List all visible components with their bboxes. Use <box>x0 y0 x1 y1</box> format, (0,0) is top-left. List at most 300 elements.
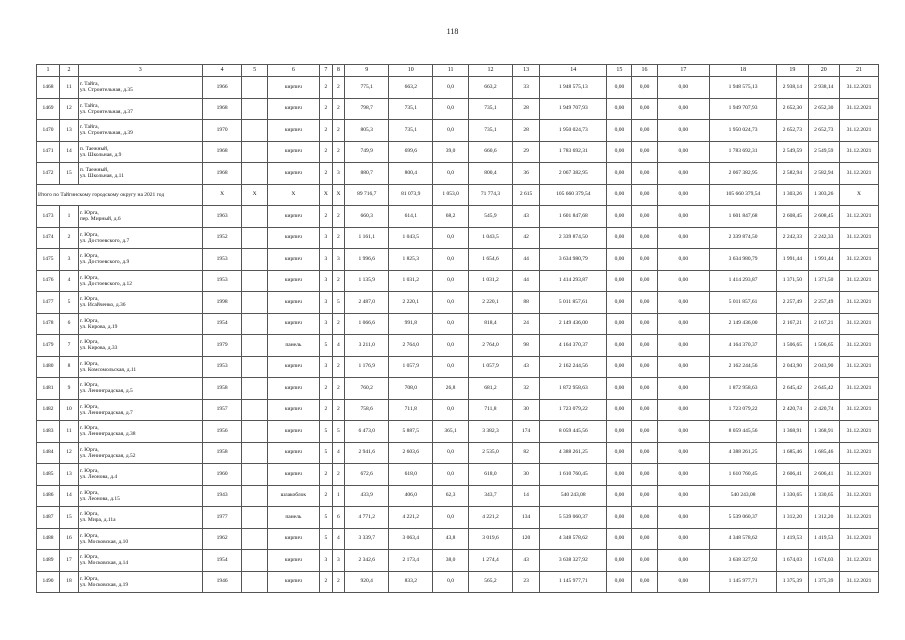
completion-date: 31.12.2021 <box>840 120 879 142</box>
cost-owners: 3 634 980,79 <box>710 249 777 271</box>
cost-regional: 0,00 <box>632 120 657 142</box>
entrances: 2 <box>332 141 345 163</box>
completion-date: 31.12.2021 <box>840 77 879 99</box>
residents: 44 <box>512 270 539 292</box>
address-cell <box>78 98 202 120</box>
address-cell <box>78 485 202 507</box>
header-cell-20: 20 <box>808 65 839 77</box>
floors: 2 <box>320 77 333 99</box>
cost-federal: 0,00 <box>607 507 632 529</box>
row-number: 1474 <box>37 227 60 249</box>
residents: 43 <box>512 356 539 378</box>
header-cell-4: 4 <box>202 65 242 77</box>
row-number: 1475 <box>37 249 60 271</box>
total-cell: 81 073,9 <box>389 184 433 206</box>
row-number: 1471 <box>37 141 60 163</box>
cost-federal: 0,00 <box>607 528 632 550</box>
total-cell: 71 774,3 <box>468 184 512 206</box>
floors: 5 <box>320 335 333 357</box>
address-cell <box>78 378 202 400</box>
cost-local: 0,00 <box>657 163 709 185</box>
private-area: 3 382,3 <box>468 421 512 443</box>
year-built: 1970 <box>202 120 242 142</box>
living-area: 2 220,1 <box>389 292 433 314</box>
wall-material: кирпич <box>267 292 319 314</box>
address-city: г. Юрга, <box>79 532 99 539</box>
private-area: 818,4 <box>468 313 512 335</box>
total-cell: 89 716,7 <box>345 184 389 206</box>
nonresidential-area: 0,0 <box>433 313 469 335</box>
year-built: 1963 <box>202 206 242 228</box>
floors: 5 <box>320 421 333 443</box>
unit-cost: 2 652,73 <box>777 120 808 142</box>
max-unit-cost: 1 685,46 <box>808 442 839 464</box>
unit-cost: 2 242,33 <box>777 227 808 249</box>
row-index: 15 <box>60 507 79 529</box>
residents: 82 <box>512 442 539 464</box>
row-number: 1489 <box>37 550 60 572</box>
address-cell <box>78 163 202 185</box>
total-cell: 1 303,26 <box>808 184 839 206</box>
cost-regional: 0,00 <box>632 464 657 486</box>
address-city: п. Таежный, <box>79 145 109 152</box>
table-row <box>37 313 879 335</box>
wall-material: кирпич <box>267 528 319 550</box>
residents: 32 <box>512 378 539 400</box>
header-cell-13: 13 <box>512 65 539 77</box>
cost-regional: 0,00 <box>632 571 657 593</box>
address-street: ул. Комсомольская, д.11 <box>79 366 137 373</box>
floors: 2 <box>320 464 333 486</box>
floors: 5 <box>320 442 333 464</box>
cost-federal: 0,00 <box>607 442 632 464</box>
total-label: Итого по Тайгинскому городскому округу на 2021 год <box>37 184 203 206</box>
wall-material: кирпич <box>267 399 319 421</box>
year-built: 1977 <box>202 507 242 529</box>
nonresidential-area: 0,0 <box>433 249 469 271</box>
floors: 3 <box>320 227 333 249</box>
max-unit-cost: 1 312,20 <box>808 507 839 529</box>
private-area: 2 535,0 <box>468 442 512 464</box>
total-cell: 2 615 <box>512 184 539 206</box>
private-area: 618,0 <box>468 464 512 486</box>
entrances: 5 <box>332 421 345 443</box>
header-cell-1: 1 <box>37 65 60 77</box>
cost-local: 0,00 <box>657 356 709 378</box>
private-area: 545,9 <box>468 206 512 228</box>
nonresidential-area: 39,0 <box>433 141 469 163</box>
address-street: ул. Московская, д.10 <box>79 538 129 545</box>
living-area: 618,0 <box>389 464 433 486</box>
living-area: 663,2 <box>389 77 433 99</box>
table-row <box>37 120 879 142</box>
cost-regional: 0,00 <box>632 206 657 228</box>
cost-local: 0,00 <box>657 98 709 120</box>
year-reconstructed <box>242 507 267 529</box>
private-area: 711,8 <box>468 399 512 421</box>
floors: 3 <box>320 292 333 314</box>
address-cell <box>78 442 202 464</box>
completion-date: 31.12.2021 <box>840 163 879 185</box>
cost-total: 1 601 847,68 <box>540 206 607 228</box>
row-index: 4 <box>60 270 79 292</box>
total-cell: X <box>267 184 319 206</box>
unit-cost: 1 674,03 <box>777 550 808 572</box>
nonresidential-area: 62,3 <box>433 485 469 507</box>
total-area: 1 176,9 <box>345 356 389 378</box>
cost-owners: 1 723 079,22 <box>710 399 777 421</box>
cost-regional: 0,00 <box>632 356 657 378</box>
address-city: г. Юрга, <box>79 554 99 561</box>
cost-regional: 0,00 <box>632 77 657 99</box>
cost-local: 0,00 <box>657 464 709 486</box>
cost-owners: 1 872 958,63 <box>710 378 777 400</box>
completion-date: 31.12.2021 <box>840 442 879 464</box>
private-area: 735,1 <box>468 120 512 142</box>
total-area: 1 996,6 <box>345 249 389 271</box>
address-cell <box>78 270 202 292</box>
nonresidential-area: 0,0 <box>433 163 469 185</box>
total-cell: X <box>242 184 267 206</box>
cost-federal: 0,00 <box>607 141 632 163</box>
cost-owners: 4 388 261,25 <box>710 442 777 464</box>
cost-regional: 0,00 <box>632 507 657 529</box>
residents: 88 <box>512 292 539 314</box>
address-cell <box>78 141 202 163</box>
table-row <box>37 442 879 464</box>
wall-material: кирпич <box>267 270 319 292</box>
cost-total: 1 145 977,71 <box>540 571 607 593</box>
year-built: 1968 <box>202 141 242 163</box>
unit-cost: 1 419,53 <box>777 528 808 550</box>
entrances: 2 <box>332 399 345 421</box>
living-area: 614,1 <box>389 206 433 228</box>
floors: 2 <box>320 98 333 120</box>
total-area: 3 339,7 <box>345 528 389 550</box>
entrances: 4 <box>332 335 345 357</box>
living-area: 1 825,3 <box>389 249 433 271</box>
year-built: 1954 <box>202 313 242 335</box>
max-unit-cost: 2 608,45 <box>808 206 839 228</box>
residents: 43 <box>512 550 539 572</box>
address-street: ул. Московская, д.14 <box>79 560 129 567</box>
nonresidential-area: 0,0 <box>433 335 469 357</box>
cost-owners: 1 949 707,93 <box>710 98 777 120</box>
year-built: 1962 <box>202 528 242 550</box>
address-cell <box>78 292 202 314</box>
header-row <box>37 65 879 77</box>
address-city: г. Юрга, <box>79 511 99 518</box>
header-cell-3: 3 <box>78 65 202 77</box>
entrances: 3 <box>332 550 345 572</box>
cost-local: 0,00 <box>657 120 709 142</box>
living-area: 406,0 <box>389 485 433 507</box>
completion-date: 31.12.2021 <box>840 249 879 271</box>
max-unit-cost: 2 549,59 <box>808 141 839 163</box>
address-street: ул. Строительная, д.35 <box>79 87 133 94</box>
header-cell-19: 19 <box>777 65 808 77</box>
nonresidential-area: 0,0 <box>433 270 469 292</box>
year-reconstructed <box>242 378 267 400</box>
table-row <box>37 571 879 593</box>
cost-total: 3 634 980,79 <box>540 249 607 271</box>
row-number: 1473 <box>37 206 60 228</box>
year-built: 1953 <box>202 356 242 378</box>
private-area: 1 274,4 <box>468 550 512 572</box>
unit-cost: 2 167,21 <box>777 313 808 335</box>
year-reconstructed <box>242 249 267 271</box>
cost-federal: 0,00 <box>607 378 632 400</box>
unit-cost: 2 549,59 <box>777 141 808 163</box>
total-cell: X <box>202 184 242 206</box>
address-cell <box>78 335 202 357</box>
living-area: 991,8 <box>389 313 433 335</box>
total-cell: X <box>840 184 879 206</box>
row-index: 3 <box>60 249 79 271</box>
header-cell-10: 10 <box>389 65 433 77</box>
cost-owners: 1 145 977,71 <box>710 571 777 593</box>
table-row <box>37 292 879 314</box>
residents: 174 <box>512 421 539 443</box>
address-city: г. Юрга, <box>79 382 99 389</box>
total-cell: 0,00 <box>657 184 709 206</box>
header-cell-2: 2 <box>60 65 79 77</box>
completion-date: 31.12.2021 <box>840 464 879 486</box>
wall-material: шлакоблок <box>267 485 319 507</box>
completion-date: 31.12.2021 <box>840 141 879 163</box>
living-area: 1 057,9 <box>389 356 433 378</box>
private-area: 3 019,6 <box>468 528 512 550</box>
completion-date: 31.12.2021 <box>840 485 879 507</box>
row-index: 10 <box>60 399 79 421</box>
table-row <box>37 356 879 378</box>
nonresidential-area: 0,0 <box>433 507 469 529</box>
address-street: ул. Ленинградская, д.7 <box>79 409 133 416</box>
address-cell <box>78 399 202 421</box>
cost-local: 0,00 <box>657 227 709 249</box>
max-unit-cost: 2 167,21 <box>808 313 839 335</box>
cost-local: 0,00 <box>657 270 709 292</box>
residents: 23 <box>512 571 539 593</box>
floors: 3 <box>320 270 333 292</box>
row-number: 1469 <box>37 98 60 120</box>
cost-total: 2 067 382,95 <box>540 163 607 185</box>
living-area: 3 063,4 <box>389 528 433 550</box>
residents: 42 <box>512 227 539 249</box>
residents: 44 <box>512 249 539 271</box>
row-index: 16 <box>60 528 79 550</box>
living-area: 4 221,2 <box>389 507 433 529</box>
cost-regional: 0,00 <box>632 249 657 271</box>
header-cell-11: 11 <box>433 65 469 77</box>
year-reconstructed <box>242 206 267 228</box>
max-unit-cost: 2 606,41 <box>808 464 839 486</box>
row-index: 11 <box>60 421 79 443</box>
cost-owners: 1 783 692,31 <box>710 141 777 163</box>
cost-owners: 1 414 293,87 <box>710 270 777 292</box>
header-cell-14: 14 <box>540 65 607 77</box>
header-cell-5: 5 <box>242 65 267 77</box>
row-number: 1486 <box>37 485 60 507</box>
row-index: 9 <box>60 378 79 400</box>
floors: 2 <box>320 163 333 185</box>
row-index: 6 <box>60 313 79 335</box>
unit-cost: 1 506,65 <box>777 335 808 357</box>
living-area: 2 764,0 <box>389 335 433 357</box>
address-street: ул. Леонова, д.15 <box>79 495 120 502</box>
row-index: 14 <box>60 485 79 507</box>
total-area: 2 342,6 <box>345 550 389 572</box>
completion-date: 31.12.2021 <box>840 356 879 378</box>
residents: 98 <box>512 335 539 357</box>
unit-cost: 1 991,44 <box>777 249 808 271</box>
row-number: 1485 <box>37 464 60 486</box>
private-area: 2 220,1 <box>468 292 512 314</box>
cost-owners: 2 339 874,50 <box>710 227 777 249</box>
cost-total: 3 638 327,92 <box>540 550 607 572</box>
wall-material: панель <box>267 335 319 357</box>
address-city: г. Юрга, <box>79 575 99 582</box>
completion-date: 31.12.2021 <box>840 571 879 593</box>
row-number: 1470 <box>37 120 60 142</box>
residents: 43 <box>512 206 539 228</box>
cost-federal: 0,00 <box>607 421 632 443</box>
entrances: 2 <box>332 227 345 249</box>
total-cell: 1 053,0 <box>433 184 469 206</box>
cost-local: 0,00 <box>657 77 709 99</box>
total-area: 805,3 <box>345 120 389 142</box>
total-area: 4 771,2 <box>345 507 389 529</box>
row-index: 15 <box>60 163 79 185</box>
max-unit-cost: 1 506,65 <box>808 335 839 357</box>
address-cell <box>78 77 202 99</box>
table-row <box>37 550 879 572</box>
cost-regional: 0,00 <box>632 141 657 163</box>
year-built: 1956 <box>202 421 242 443</box>
address-city: г. Юрга, <box>79 274 99 281</box>
address-cell <box>78 464 202 486</box>
private-area: 660,6 <box>468 141 512 163</box>
address-city: г. Тайга, <box>79 124 99 131</box>
entrances: 2 <box>332 378 345 400</box>
nonresidential-area: 0,0 <box>433 227 469 249</box>
living-area: 2 603,6 <box>389 442 433 464</box>
cost-local: 0,00 <box>657 507 709 529</box>
year-reconstructed <box>242 141 267 163</box>
year-reconstructed <box>242 120 267 142</box>
table-row <box>37 98 879 120</box>
year-reconstructed <box>242 335 267 357</box>
cost-local: 0,00 <box>657 421 709 443</box>
completion-date: 31.12.2021 <box>840 313 879 335</box>
year-built: 1958 <box>202 442 242 464</box>
row-index: 1 <box>60 206 79 228</box>
row-index: 14 <box>60 141 79 163</box>
wall-material: кирпич <box>267 571 319 593</box>
unit-cost: 2 645,42 <box>777 378 808 400</box>
address-city: г. Юрга, <box>79 231 99 238</box>
row-index: 13 <box>60 120 79 142</box>
address-street: ул. Леонова, д.4 <box>79 474 118 481</box>
year-built: 1953 <box>202 270 242 292</box>
entrances: 2 <box>332 120 345 142</box>
cost-owners: 2 162 244,56 <box>710 356 777 378</box>
wall-material: кирпич <box>267 206 319 228</box>
entrances: 1 <box>332 485 345 507</box>
address-street: ул. Мира, д.11а <box>79 517 116 524</box>
wall-material: кирпич <box>267 464 319 486</box>
year-reconstructed <box>242 528 267 550</box>
completion-date: 31.12.2021 <box>840 528 879 550</box>
row-number: 1488 <box>37 528 60 550</box>
max-unit-cost: 2 582,94 <box>808 163 839 185</box>
max-unit-cost: 2 043,90 <box>808 356 839 378</box>
row-index: 11 <box>60 77 79 99</box>
entrances: 2 <box>332 77 345 99</box>
cost-local: 0,00 <box>657 378 709 400</box>
cost-regional: 0,00 <box>632 163 657 185</box>
year-reconstructed <box>242 313 267 335</box>
floors: 3 <box>320 249 333 271</box>
floors: 2 <box>320 571 333 593</box>
floors: 3 <box>320 550 333 572</box>
nonresidential-area: 38,0 <box>433 550 469 572</box>
cost-total: 1 610 760,45 <box>540 464 607 486</box>
wall-material: кирпич <box>267 550 319 572</box>
row-number: 1483 <box>37 421 60 443</box>
row-number: 1480 <box>37 356 60 378</box>
year-built: 1979 <box>202 335 242 357</box>
address-cell <box>78 571 202 593</box>
year-reconstructed <box>242 98 267 120</box>
entrances: 2 <box>332 98 345 120</box>
wall-material: панель <box>267 507 319 529</box>
completion-date: 31.12.2021 <box>840 227 879 249</box>
entrances: 2 <box>332 206 345 228</box>
private-area: 681,2 <box>468 378 512 400</box>
nonresidential-area: 0,0 <box>433 98 469 120</box>
wall-material: кирпич <box>267 77 319 99</box>
entrances: 2 <box>332 571 345 593</box>
max-unit-cost: 1 674,03 <box>808 550 839 572</box>
floors: 2 <box>320 120 333 142</box>
address-street: ул. Достоевского, д.12 <box>79 280 133 287</box>
cost-total: 2 339 874,50 <box>540 227 607 249</box>
nonresidential-area: 0,0 <box>433 120 469 142</box>
unit-cost: 1 368,91 <box>777 421 808 443</box>
address-city: г. Юрга, <box>79 360 99 367</box>
nonresidential-area: 0,0 <box>433 442 469 464</box>
private-area: 4 221,2 <box>468 507 512 529</box>
cost-total: 8 059 445,56 <box>540 421 607 443</box>
total-area: 2 941,6 <box>345 442 389 464</box>
unit-cost: 2 608,45 <box>777 206 808 228</box>
cost-owners: 1 948 575,13 <box>710 77 777 99</box>
year-reconstructed <box>242 399 267 421</box>
completion-date: 31.12.2021 <box>840 550 879 572</box>
floors: 2 <box>320 485 333 507</box>
address-street: ул. Строительная, д.39 <box>79 130 133 137</box>
cost-local: 0,00 <box>657 442 709 464</box>
cost-regional: 0,00 <box>632 421 657 443</box>
row-number: 1490 <box>37 571 60 593</box>
wall-material: кирпич <box>267 313 319 335</box>
residents: 36 <box>512 163 539 185</box>
address-city: г. Юрга, <box>79 489 99 496</box>
address-city: г. Юрга, <box>79 403 99 410</box>
max-unit-cost: 1 991,44 <box>808 249 839 271</box>
unit-cost: 1 312,20 <box>777 507 808 529</box>
